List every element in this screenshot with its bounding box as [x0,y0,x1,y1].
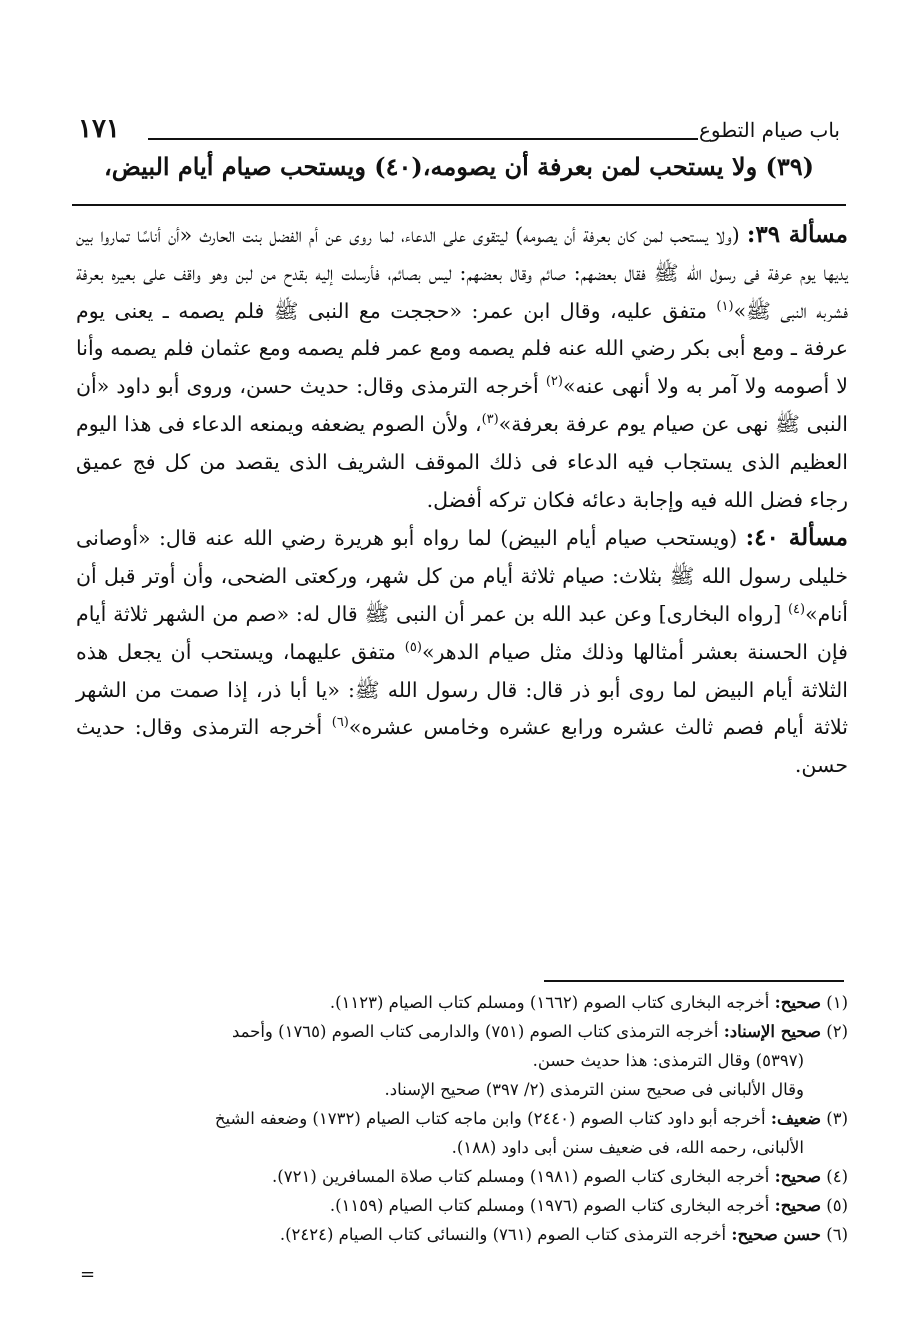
title-rule [72,204,846,206]
footnote-grade: صحيح: [774,993,821,1012]
footnote-2-continuation: (٥٣٩٧) وقال الترمذى: هذا حديث حسن. [532,1051,804,1070]
issue-40-text: [رواه البخارى] وعن عبد الله بن عمر أن النبى ﷺ قال له: «صم من الشهر ثلاثة أيام فإن الحسنة بعشر أمثالها وذلك مثل صيام الدهر» [76,601,848,664]
footnote-text: أخرجه البخارى كتاب الصوم (١٩٨١) ومسلم كتاب صلاة المسافرين (٧٢١). [272,1167,775,1186]
footnote-ref-5[interactable]: (٥) [404,639,422,655]
footnote-2 [76,1017,848,1046]
footnote-text: أخرجه الترمذى كتاب الصوم (٧٦١) والنسائى كتاب الصيام (٢٤٢٤). [279,1225,732,1244]
continuation-mark: = [80,1264,96,1285]
running-header [70,114,848,148]
footnote-ref-2[interactable]: (٢) [545,374,563,390]
footnote-grade: صحيح: [774,1167,821,1186]
issue-40-label: مسألة ٤٠: [745,524,848,552]
issue-39-text: أخرجه الترمذى وقال: حديث حسن، وروى أبو داود «أن النبى ﷺ نهى عن صيام يوم عرفة بعرفة» [76,374,848,436]
footnote-number: (٢) [826,1022,848,1041]
footnote-grade: حسن صحيح: [731,1225,821,1244]
footnote-5 [76,1191,848,1220]
footnote-grade: صحيح الإسناد: [723,1022,821,1041]
footnote-ref-6[interactable]: (٦) [331,715,349,731]
footnote-number: (٣) [826,1109,848,1128]
footnote-ref-3[interactable]: (٣) [481,412,499,428]
book-page [70,100,848,1300]
issue-39-paragraph [76,216,848,519]
section-name: باب صيام التطوع [698,118,840,142]
footnote-text: أخرجه البخارى كتاب الصوم (١٩٧٦) ومسلم كتاب الصيام (١١٥٩). [329,1196,775,1215]
footnote-3 [76,1104,848,1133]
issue-39-label: مسألة ٣٩: [746,221,848,248]
footnote-text: أخرجه أبو داود كتاب الصوم (٢٤٤٠) وابن ماجه كتاب الصيام (١٧٣٢) وضعفه الشيخ [214,1109,771,1128]
issue-39-text: (ولا يستحب لمن كان بعرفة أن يصومه) ليتقوى على الدعاء، لما روى عن أم الفضل بنت الحارث «أن أناسًا تماروا بين يديها يوم عرفة فى رسول الله ﷺ فقال بعضهم: صائم وقال بعضهم: ليس بصائم، فأرسلت إليه بقدح من لبن وهو واقف على بعيره بعرفة فشربه النبى ﷺ» [76,223,848,323]
footnote-text: أخرجه الترمذى كتاب الصوم (٧٥١) والدارمى كتاب الصوم (١٧٦٥) وأحمد [231,1022,724,1041]
footnote-1 [76,988,848,1017]
issue-39-text: متفق عليه، وقال ابن عمر: «حججت مع النبى ﷺ فلم يصمه ـ يعنى يوم عرفة ـ ومع أبى بكر رضي الله عنه فلم يصمه ومع عمر فلم يصمه ومع عثمان فلم يصمه وأنا لا أصومه ولا آمر به ولا أنهى عنه» [76,298,848,399]
footnote-number: (٥) [826,1196,848,1215]
issue-40-paragraph [76,519,848,785]
page-number: ١٧١ [78,114,120,144]
chapter-title: (٣٩) ولا يستحب لمن بعرفة أن يصومه،(٤٠) ويستحب صيام أيام البيض، [103,152,815,181]
issue-40-text: (ويستحب صيام أيام البيض) لما رواه أبو هريرة رضي الله عنه قال: «أوصانى خليلى رسول الله ﷺ بثلاث: صيام ثلاثة أيام من كل شهر، وركعتى الضحى، وأن أوتر قبل أن أنام» [76,526,848,626]
header-rule [148,138,698,140]
footnote-text: أخرجه البخارى كتاب الصوم (١٦٦٢) ومسلم كتاب الصيام (١١٢٣). [329,993,775,1012]
issue-39-text: ، ولأن الصوم يضعفه ويمنعه الدعاء فى هذا اليوم العظيم الذى يستجاب فيه الدعاء فى ذلك الموقف الشريف الذى يقصد من كل فج عميق رجاء فضل الله فيه وإجابة دعائه فكان تركه أفضل. [76,411,848,512]
footnote-ref-4[interactable]: (٤) [787,602,806,618]
footnote-number: (١) [826,993,848,1012]
footnote-6 [76,1220,848,1249]
footnote-number: (٦) [826,1225,848,1244]
issue-40-text: متفق عليهما، ويستحب أن يجعل هذه الثلاثة أيام البيض لما روى أبو ذر قال: قال رسول الله ﷺ: «يا أبا ذر، إذا صمت من الشهر ثلاثة أيام فصم ثالث عشره ورابع عشره وخامس عشره» [76,639,848,740]
footnotes [76,988,848,1249]
footnote-ref-1[interactable]: (١) [716,298,734,314]
issue-40-text: أخرجه الترمذى وقال: حديث حسن. [76,715,848,778]
footnote-grade: ضعيف: [770,1109,821,1128]
footnote-rule [544,980,844,982]
footnote-grade: صحيح: [774,1196,821,1215]
footnote-4 [76,1162,848,1191]
main-text [76,216,848,785]
footnote-number: (٤) [826,1167,848,1186]
footnote-3-continuation: الألبانى، رحمه الله، فى ضعيف سنن أبى داود (١٨٨). [451,1138,804,1157]
footnote-2-continuation: وقال الألبانى فى صحيح سنن الترمذى (٢/ ٣٩٧) صحيح الإسناد. [384,1080,804,1099]
